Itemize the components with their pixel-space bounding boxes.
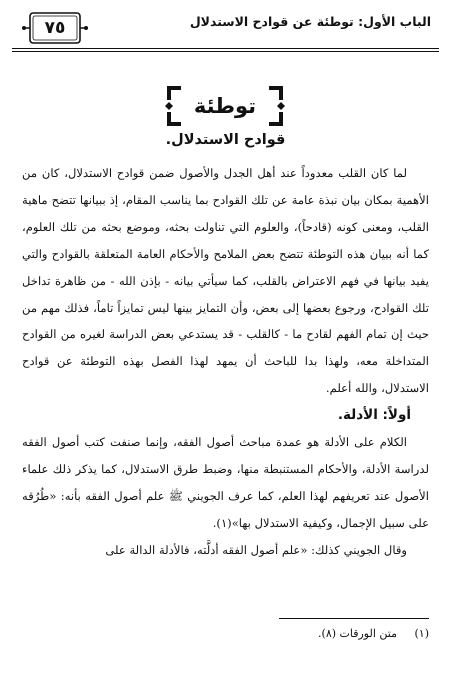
header-rule-thin <box>12 51 439 52</box>
header-rule <box>12 48 439 49</box>
body-text <box>22 160 429 564</box>
paragraph-1: لما كان القلب معدوداً عند أهل الجدل والأصول ضمن قوادح الاستدلال، كان من الأهمية بمكان بيان نبذة عامة عن تلك القوادح بما يناسب المقام، إذ ببيانها تتضح ماهية القلب، ومعنى كونه (قادحاً)، والعلوم التي تناولت بحثه، وموضع بحثه من تلك العلوم، كما أنه ببيان هذه التوطئة تتضح بعض الملامح والأحكام العامة المتعلقة بالقوادح والتي يفيد بيانها في فهم الاعتراض بالقلب، كما سيأتي بيانه - بإذن الله - من ظاهرة تداخل تلك القوادح، ورجوع بعضها إلى بعض، وأن التمايز بينها ليس تمايزاً تاماً، فذلك مهم من حيث إن تمام الفهم لقادح ما - كالقلب - قد يستدعي بعض الدراسة لغيره من القوادح المتداخلة معه، ولهذا بدا للباحث أن يمهد لهذا الفصل بهذه التوطئة عن قوادح الاستدلال، والله أعلم. <box>22 166 429 396</box>
paragraph-2: الكلام على الأدلة هو عمدة مباحث أصول الفقه، وإنما صنفت كتب أصول الفقه لدراسة الأدلة، والأحكام المستنبطة منها، وضبط طرق الاستدلال، كما يذكر ذلك علماء الأصول عند تعريفهم لهذا العلم، كما عرف الجويني ﷺ علم أصول الفقه بأنه: «طُرُقه على سبيل الإجمال، وكيفية الاستدلال بها»(١). <box>22 435 429 530</box>
section-subtitle: قوادح الاستدلال. <box>165 132 286 148</box>
footnote-rule <box>279 618 429 619</box>
footnote <box>22 625 429 643</box>
footnote-number: (١) <box>414 627 429 640</box>
paragraph-3: وقال الجويني كذلك: «علم أصول الفقه أدلَّته، فالأدلة الدالة على <box>105 542 407 557</box>
section-title: توطئة <box>193 94 257 118</box>
subheading-evidence: أولاً: الأدلة. <box>337 407 411 424</box>
page-number-box <box>20 8 90 48</box>
section-title-ornament <box>163 84 287 128</box>
running-title: الباب الأول: توطئة عن قوادح الاستدلال <box>189 14 431 29</box>
page-header <box>12 8 439 48</box>
page-number: ٧٥ <box>44 18 66 38</box>
footnote-text: متن الورقات (٨). <box>318 627 397 640</box>
